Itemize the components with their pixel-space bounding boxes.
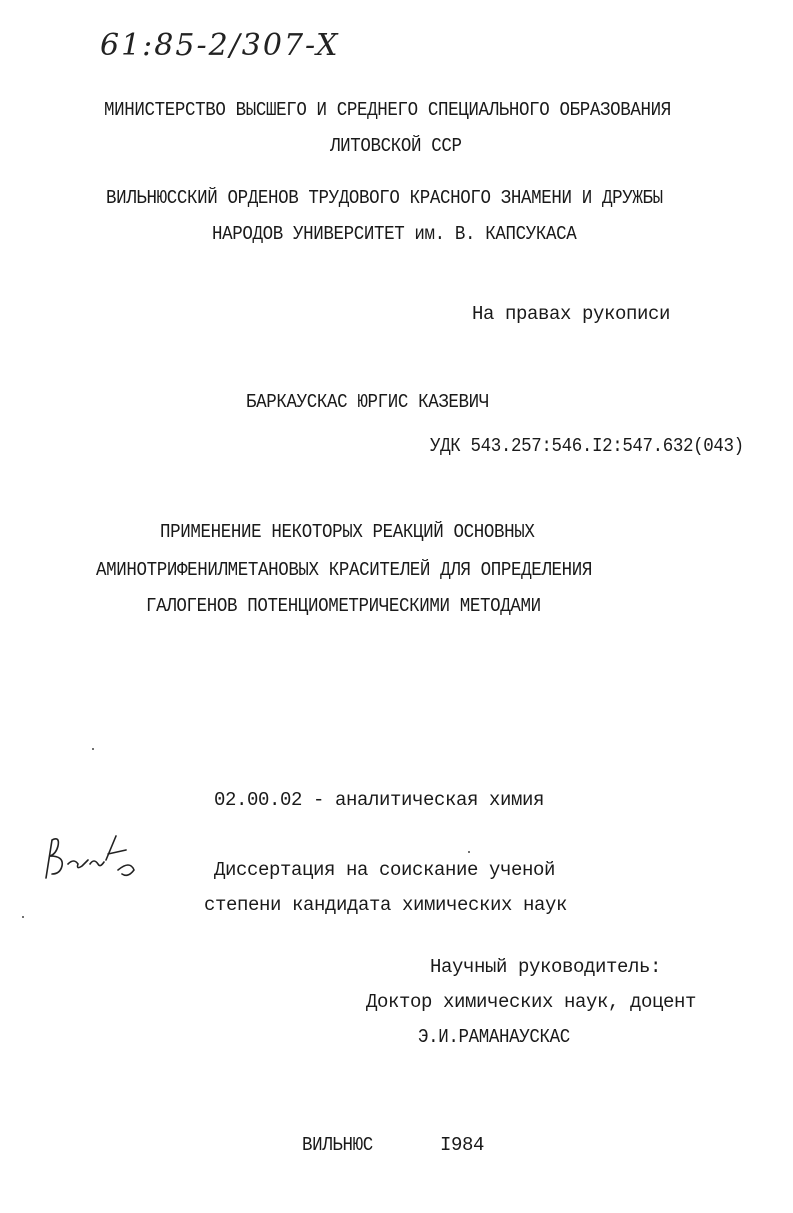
scan-speck <box>468 851 470 853</box>
supervisor-label: Научный руководитель: <box>430 956 662 978</box>
manuscript-note: На правах рукописи <box>472 303 671 325</box>
handwritten-signature <box>38 830 148 890</box>
ministry-line-2: ЛИТОВСКОЙ ССР <box>330 135 462 157</box>
udc-code: УДК 543.257:546.I2:547.632(043) <box>430 435 744 457</box>
city: ВИЛЬНЮС <box>302 1134 373 1156</box>
scan-speck <box>92 748 94 750</box>
archive-number: 61:85-2/307-X <box>100 28 340 63</box>
author-name: БАРКАУСКАС ЮРГИС КАЗЕВИЧ <box>246 391 489 413</box>
supervisor-name: Э.И.РАМАНАУСКАС <box>418 1026 570 1048</box>
ministry-line-1: МИНИСТЕРСТВО ВЫСШЕГО И СРЕДНЕГО СПЕЦИАЛЬНОГО ОБРАЗОВАНИЯ <box>104 99 671 121</box>
supervisor-degree: Доктор химических наук, доцент <box>366 991 697 1013</box>
title-line-2: АМИНОТРИФЕНИЛМЕТАНОВЫХ КРАСИТЕЛЕЙ ДЛЯ ОПРЕДЕЛЕНИЯ <box>96 559 592 581</box>
university-line-2: НАРОДОВ УНИВЕРСИТЕТ им. В. КАПСУКАСА <box>212 223 577 245</box>
dissertation-line-1: Диссертация на соискание ученой <box>214 859 556 881</box>
specialty: 02.00.02 - аналитическая химия <box>214 789 545 811</box>
dissertation-line-2: степени кандидата химических наук <box>204 894 568 916</box>
year: I984 <box>440 1134 485 1156</box>
title-line-3: ГАЛОГЕНОВ ПОТЕНЦИОМЕТРИЧЕСКИМИ МЕТОДАМИ <box>146 595 541 617</box>
university-line-1: ВИЛЬНЮССКИЙ ОРДЕНОВ ТРУДОВОГО КРАСНОГО ЗНАМЕНИ И ДРУЖБЫ <box>106 187 663 209</box>
title-line-1: ПРИМЕНЕНИЕ НЕКОТОРЫХ РЕАКЦИЙ ОСНОВНЫХ <box>160 521 535 543</box>
scan-speck <box>22 916 24 918</box>
